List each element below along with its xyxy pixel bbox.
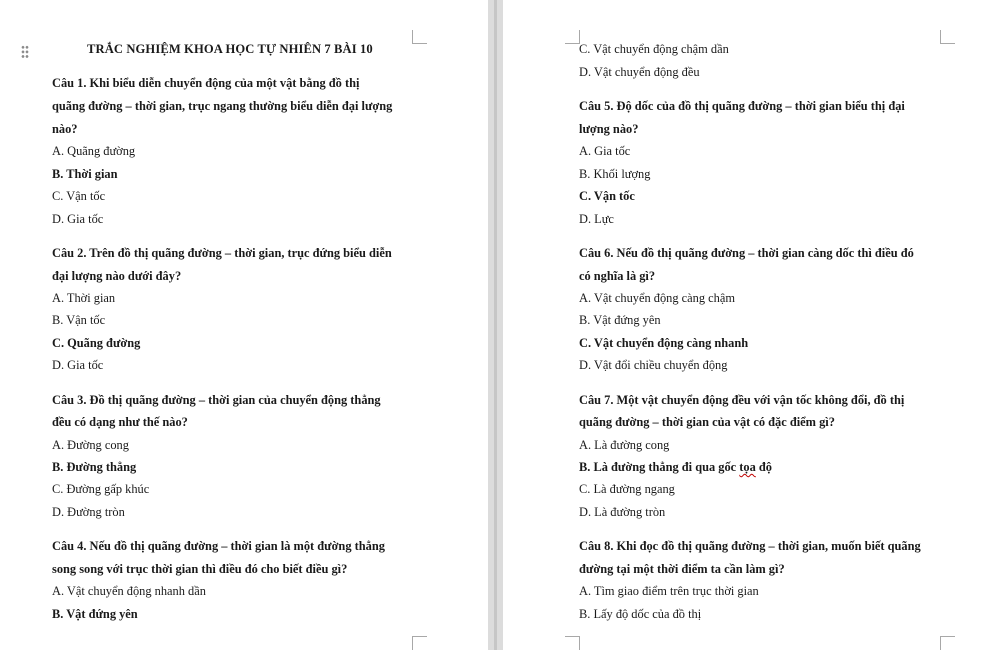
crop-mark bbox=[565, 636, 580, 650]
question-1-option-c: C. Vận tốc bbox=[52, 189, 106, 203]
page-gap bbox=[488, 0, 503, 650]
question-1-text: Câu 1. Khi biểu diễn chuyển động của một vật bằng đồ thị bbox=[52, 76, 360, 90]
question-7-text: Câu 7. Một vật chuyển động đều với vận tốc không đổi, đồ thị bbox=[579, 393, 905, 407]
table-move-handle-icon[interactable] bbox=[21, 45, 29, 59]
question-3-text: Câu 3. Đồ thị quãng đường – thời gian của chuyển động thẳng bbox=[52, 393, 381, 407]
question-6-text: có nghĩa là gì? bbox=[579, 269, 656, 283]
question-8-text: đường tại một thời điểm ta cần làm gì? bbox=[579, 562, 785, 576]
question-7-option-d: D. Là đường tròn bbox=[579, 505, 666, 519]
question-5-option-d: D. Lực bbox=[579, 212, 614, 226]
crop-mark bbox=[565, 30, 580, 44]
question-7-option-a: A. Là đường cong bbox=[579, 438, 670, 452]
question-2-option-c-correct: C. Quãng đường bbox=[52, 336, 141, 350]
question-2-option-d: D. Gia tốc bbox=[52, 358, 104, 372]
question-3-option-b-correct: B. Đường thẳng bbox=[52, 460, 137, 474]
question-2-option-a: A. Thời gian bbox=[52, 291, 116, 305]
question-6-option-c-correct: C. Vật chuyển động càng nhanh bbox=[579, 336, 749, 350]
question-5-text: lượng nào? bbox=[579, 122, 639, 136]
crop-mark bbox=[940, 636, 955, 650]
question-1-text: nào? bbox=[52, 122, 78, 136]
question-5-text: Câu 5. Độ dốc của đồ thị quãng đường – thời gian biểu thị đại bbox=[579, 99, 905, 113]
option-b-tail: độ bbox=[755, 460, 772, 474]
question-7-option-b-correct bbox=[579, 459, 772, 475]
question-6-option-a: A. Vật chuyển động càng chậm bbox=[579, 291, 735, 305]
question-5-option-b: B. Khối lượng bbox=[579, 167, 651, 181]
question-6-text: Câu 6. Nếu đồ thị quãng đường – thời gian càng dốc thì điều đó bbox=[579, 246, 914, 260]
question-8-text: Câu 8. Khi đọc đồ thị quãng đường – thời gian, muốn biết quãng bbox=[579, 539, 921, 553]
question-1-text: quãng đường – thời gian, trục ngang thường biểu diễn đại lượng bbox=[52, 99, 393, 113]
page-divider bbox=[494, 0, 497, 650]
document-page-left bbox=[0, 0, 488, 650]
question-3-option-c: C. Đường gấp khúc bbox=[52, 482, 150, 496]
question-2-option-b: B. Vận tốc bbox=[52, 313, 106, 327]
document-page-right bbox=[503, 0, 1002, 650]
question-3-text: đều có dạng như thế nào? bbox=[52, 415, 188, 429]
question-4-option-c: C. Vật chuyển động chậm dần bbox=[579, 42, 729, 56]
question-3-option-d: D. Đường tròn bbox=[52, 505, 125, 519]
question-1-option-d: D. Gia tốc bbox=[52, 212, 104, 226]
question-6-option-d: D. Vật đổi chiều chuyển động bbox=[579, 358, 728, 372]
spelling-error-word[interactable]: tọa bbox=[739, 460, 756, 474]
crop-mark bbox=[940, 30, 955, 44]
question-7-text: quãng đường – thời gian của vật có đặc điểm gì? bbox=[579, 415, 835, 429]
question-4-option-a: A. Vật chuyển động nhanh dần bbox=[52, 584, 206, 598]
question-3-option-a: A. Đường cong bbox=[52, 438, 129, 452]
question-6-option-b: B. Vật đứng yên bbox=[579, 313, 661, 327]
question-4-option-b-correct: B. Vật đứng yên bbox=[52, 607, 138, 621]
question-4-text: Câu 4. Nếu đồ thị quãng đường – thời gian là một đường thẳng bbox=[52, 539, 385, 553]
question-1-option-a: A. Quãng đường bbox=[52, 144, 136, 158]
question-5-option-a: A. Gia tốc bbox=[579, 144, 631, 158]
question-5-option-c-correct: C. Vận tốc bbox=[579, 189, 635, 203]
crop-mark bbox=[412, 30, 427, 44]
question-7-option-c: C. Là đường ngang bbox=[579, 482, 675, 496]
question-2-text: Câu 2. Trên đồ thị quãng đường – thời gian, trục đứng biểu diễn bbox=[52, 246, 392, 260]
crop-mark bbox=[412, 636, 427, 650]
question-2-text: đại lượng nào dưới đây? bbox=[52, 269, 182, 283]
question-4-text: song song với trục thời gian thì điều đó cho biết điều gì? bbox=[52, 562, 348, 576]
document-title: TRẮC NGHIỆM KHOA HỌC TỰ NHIÊN 7 BÀI 10 bbox=[87, 42, 373, 56]
question-8-option-a: A. Tìm giao điểm trên trục thời gian bbox=[579, 584, 759, 598]
option-b-text: B. Là đường thẳng đi qua gốc bbox=[579, 460, 740, 474]
question-1-option-b-correct: B. Thời gian bbox=[52, 167, 118, 181]
question-8-option-b: B. Lấy độ dốc của đồ thị bbox=[579, 607, 702, 621]
question-4-option-d: D. Vật chuyển động đều bbox=[579, 65, 700, 79]
